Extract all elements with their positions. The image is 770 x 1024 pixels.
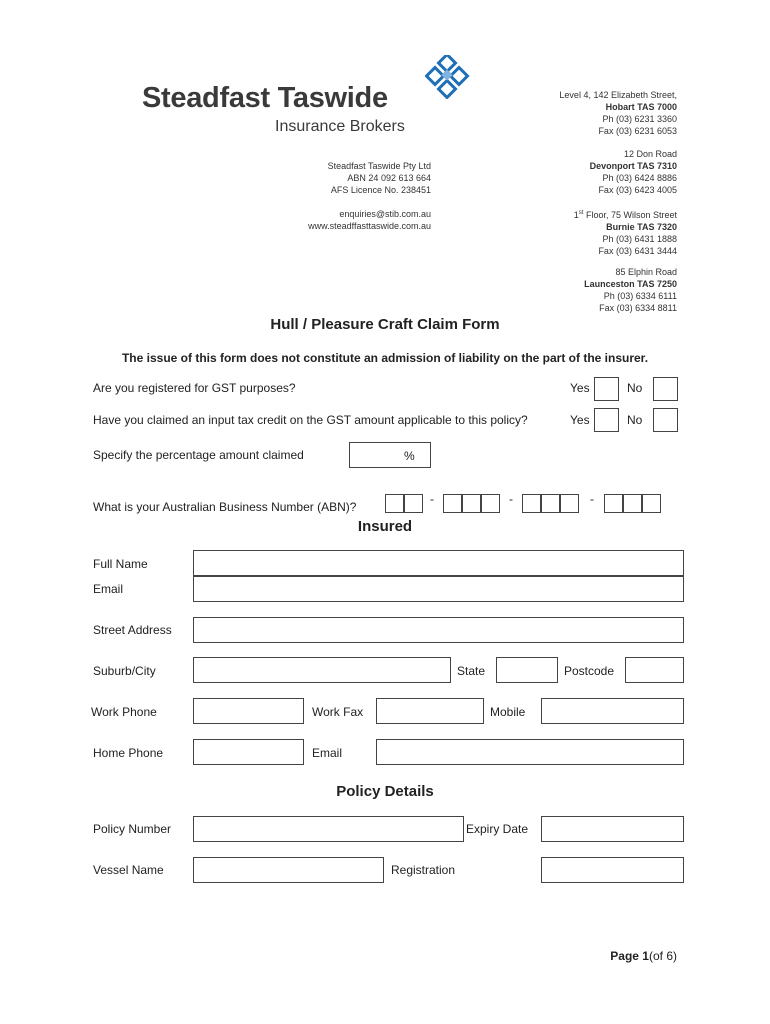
state-input[interactable] — [496, 657, 558, 683]
mobile-input[interactable] — [541, 698, 684, 724]
gst-no-label: No — [627, 381, 643, 395]
expiry-date-label: Expiry Date — [466, 822, 529, 836]
percentage-label: Specify the percentage amount claimed — [93, 448, 304, 462]
suburb-city-input[interactable] — [193, 657, 451, 683]
abn-digit[interactable] — [443, 494, 462, 513]
disclaimer: The issue of this form does not constitute an admission of liability on the part of the insurer. — [121, 351, 649, 365]
office-phone: Ph (03) 6431 1888 — [602, 234, 677, 244]
contact-info — [250, 208, 431, 232]
office-address: 85 Elphin Road — [615, 267, 677, 277]
mobile-label: Mobile — [490, 705, 526, 719]
abn-digit[interactable] — [481, 494, 500, 513]
steadfast-logo-icon — [425, 55, 471, 99]
company-info — [250, 160, 431, 196]
insured-section-title: Insured — [357, 518, 413, 535]
vessel-name-input[interactable] — [193, 857, 384, 883]
work-fax-label: Work Fax — [312, 705, 364, 719]
office-launceston — [470, 266, 677, 314]
work-phone-label: Work Phone — [91, 705, 157, 719]
abn-digit[interactable] — [623, 494, 642, 513]
contact-email: enquiries@stib.com.au — [339, 209, 431, 219]
office-burnie — [470, 207, 677, 257]
vessel-name-label: Vessel Name — [93, 863, 164, 877]
brand-name: Steadfast Taswide — [142, 82, 388, 114]
gst-question: Are you registered for GST purposes? — [93, 381, 296, 395]
home-phone-label: Home Phone — [93, 746, 164, 760]
input-tax-no-checkbox[interactable] — [653, 408, 678, 432]
office-fax: Fax (03) 6431 3444 — [598, 246, 677, 256]
office-hobart — [470, 89, 677, 137]
street-address-input[interactable] — [193, 617, 684, 643]
office-city: Hobart TAS 7000 — [605, 102, 677, 112]
full-name-label: Full Name — [93, 557, 148, 571]
abn-digit[interactable] — [642, 494, 661, 513]
office-address: 1st Floor, 75 Wilson Street — [573, 210, 677, 220]
abn-digit[interactable] — [522, 494, 541, 513]
abn-digit[interactable] — [604, 494, 623, 513]
suburb-city-label: Suburb/City — [93, 664, 156, 678]
street-address-label: Street Address — [93, 623, 172, 637]
input-tax-yes-checkbox[interactable] — [594, 408, 619, 432]
full-name-input[interactable] — [193, 550, 684, 576]
office-devonport — [470, 148, 677, 196]
office-city: Devonport TAS 7310 — [589, 161, 677, 171]
form-title: Hull / Pleasure Craft Claim Form — [270, 316, 500, 333]
input-tax-question: Have you claimed an input tax credit on the GST amount applicable to this policy? — [93, 413, 528, 427]
office-fax: Fax (03) 6423 4005 — [598, 185, 677, 195]
office-phone: Ph (03) 6334 6111 — [603, 291, 677, 301]
gst-no-checkbox[interactable] — [653, 377, 678, 401]
work-fax-input[interactable] — [376, 698, 484, 724]
office-fax: Fax (03) 6334 8811 — [599, 303, 677, 313]
office-phone: Ph (03) 6424 8886 — [602, 173, 677, 183]
registration-input[interactable] — [541, 857, 684, 883]
expiry-date-input[interactable] — [541, 816, 684, 842]
email-label: Email — [93, 582, 124, 596]
company-name: Steadfast Taswide Pty Ltd — [327, 161, 431, 171]
registration-label: Registration — [391, 863, 456, 877]
contact-website: www.steadffasttaswide.com.au — [308, 221, 431, 231]
office-city: Burnie TAS 7320 — [606, 222, 677, 232]
brand-subtitle: Insurance Brokers — [275, 118, 405, 135]
postcode-label: Postcode — [564, 664, 615, 678]
policy-number-label: Policy Number — [93, 822, 172, 836]
email-input[interactable] — [193, 576, 684, 602]
abn-digit[interactable] — [462, 494, 481, 513]
email2-label: Email — [312, 746, 343, 760]
abn-dash: - — [590, 492, 594, 506]
gst-yes-label: Yes — [570, 381, 590, 395]
abn-digit[interactable] — [541, 494, 560, 513]
input-tax-yes-label: Yes — [570, 413, 590, 427]
abn-label: What is your Australian Business Number (ABN)? — [93, 500, 357, 514]
postcode-input[interactable] — [625, 657, 684, 683]
abn-dash: - — [509, 492, 513, 506]
office-phone: Ph (03) 6231 3360 — [602, 114, 677, 124]
email2-input[interactable] — [376, 739, 684, 765]
office-city: Launceston TAS 7250 — [584, 279, 677, 289]
office-address: Level 4, 142 Elizabeth Street, — [559, 90, 677, 100]
policy-section-title: Policy Details — [336, 783, 434, 800]
input-tax-no-label: No — [627, 413, 643, 427]
home-phone-input[interactable] — [193, 739, 304, 765]
state-label: State — [457, 664, 486, 678]
abn-digit[interactable] — [560, 494, 579, 513]
work-phone-input[interactable] — [193, 698, 304, 724]
percentage-input[interactable] — [349, 442, 431, 468]
percent-sign: % — [404, 449, 415, 463]
office-fax: Fax (03) 6231 6053 — [598, 126, 677, 136]
company-licence: AFS Licence No. 238451 — [330, 185, 431, 195]
abn-dash: - — [430, 492, 434, 506]
gst-yes-checkbox[interactable] — [594, 377, 619, 401]
office-address: 12 Don Road — [623, 149, 677, 159]
policy-number-input[interactable] — [193, 816, 464, 842]
abn-digit[interactable] — [385, 494, 404, 513]
page-number: Page 1(of 6) — [610, 949, 677, 963]
company-abn: ABN 24 092 613 664 — [347, 173, 431, 183]
abn-digit[interactable] — [404, 494, 423, 513]
